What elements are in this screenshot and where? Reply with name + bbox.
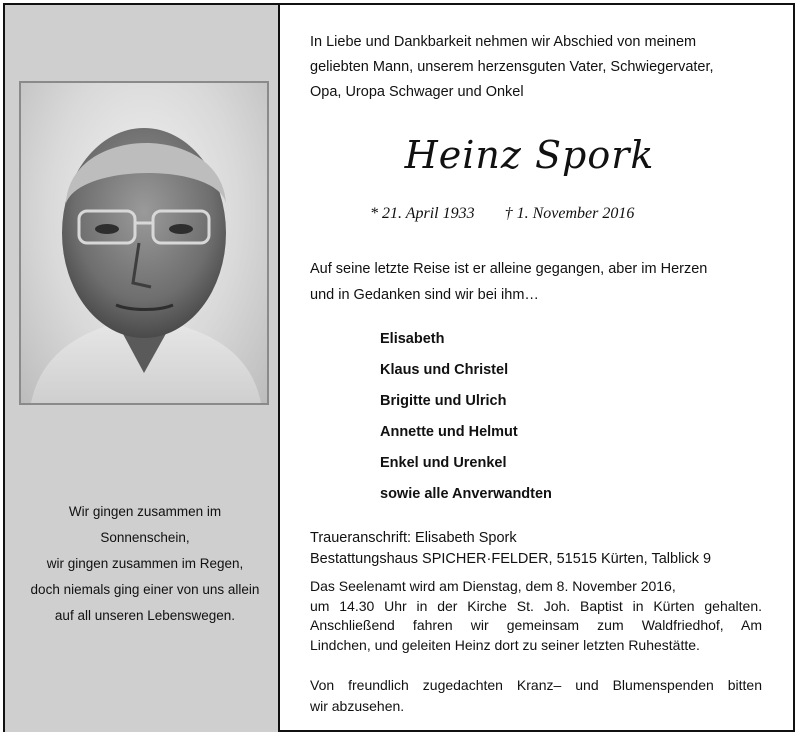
main-content [282, 5, 792, 730]
deceased-name: Heinz Spork [404, 133, 655, 177]
poem-line: Wir gingen zusammen im [68, 504, 222, 519]
service-line: Das Seelenamt wird am Dienstag, dem 8. November 2016, [310, 578, 676, 594]
family-member: Annette und Helmut [380, 424, 518, 440]
flowers-line: Von freundlich zugedachten Kranz– und Blumenspenden bitten [310, 677, 762, 693]
journey-line: und in Gedanken sind wir bei ihm… [310, 287, 539, 303]
left-sidebar [5, 5, 280, 732]
poem-line: doch niemals ging einer von uns allein [30, 582, 260, 597]
family-member: Enkel und Urenkel [380, 455, 507, 471]
portrait-illustration [21, 83, 267, 403]
death-date: † 1. November 2016 [504, 205, 635, 222]
service-line: Anschließend fahren wir gemeinsam zum Waldfriedhof, Am [310, 617, 762, 633]
address-line: Traueranschrift: Elisabeth Spork [310, 530, 517, 546]
flowers-note [310, 675, 762, 717]
life-dates [370, 205, 634, 223]
funeral-service-info [310, 577, 762, 655]
family-member: Brigitte und Ulrich [380, 393, 507, 409]
family-list [380, 324, 552, 510]
memorial-poem [17, 499, 273, 629]
intro-line: geliebten Mann, unserem herzensguten Vater, Schwiegervater, [310, 59, 714, 75]
poem-line: wir gingen zusammen im Regen, [46, 556, 244, 571]
flowers-line: wir abzusehen. [310, 698, 405, 714]
journey-text [310, 256, 780, 308]
poem-line: auf all unseren Lebenswegen. [54, 608, 236, 623]
journey-line: Auf seine letzte Reise ist er alleine gegangen, aber im Herzen [310, 261, 708, 277]
family-member: Klaus und Christel [380, 362, 509, 378]
birth-date: * 21. April 1933 [370, 205, 475, 222]
poem-line: Sonnenschein, [100, 530, 190, 545]
mourning-address [310, 528, 780, 570]
intro-line: In Liebe und Dankbarkeit nehmen wir Abschied von meinem [310, 34, 697, 50]
service-line: Lindchen, und geleiten Heinz dort zu seiner letzten Ruhestätte. [310, 636, 700, 653]
portrait-photo [19, 81, 269, 405]
address-line: Bestattungshaus SPICHER·FELDER, 51515 Kürten, Talblick 9 [310, 551, 712, 567]
family-member: Elisabeth [380, 331, 445, 347]
intro-line: Opa, Uropa Schwager und Onkel [310, 84, 524, 100]
family-member: sowie alle Anverwandten [380, 486, 552, 502]
service-line: um 14.30 Uhr in der Kirche St. Joh. Baptist in Kürten gehalten. [310, 597, 762, 614]
intro-text [310, 30, 780, 105]
